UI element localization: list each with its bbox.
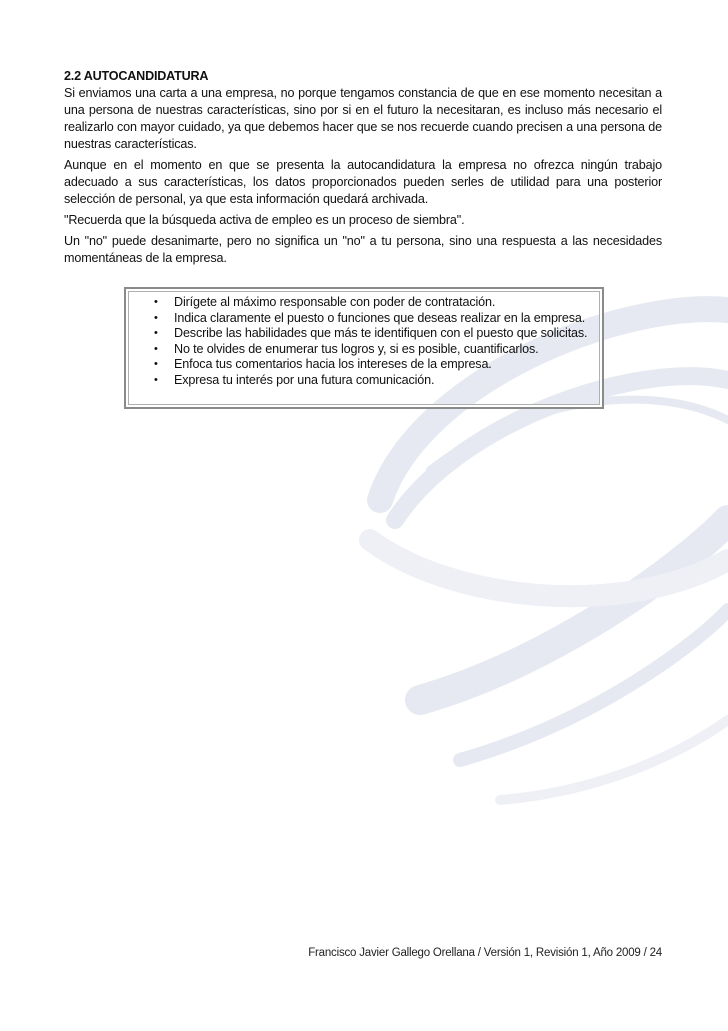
bullet-icon: • bbox=[154, 296, 158, 308]
tips-box bbox=[124, 287, 604, 409]
list-item-text: No te olvides de enumerar tus logros y, si es posible, cuantificarlos. bbox=[174, 341, 539, 356]
page-footer: Francisco Javier Gallego Orellana / Versión 1, Revisión 1, Año 2009 / 24 bbox=[308, 947, 662, 959]
list-item-text: Enfoca tus comentarios hacia los intereses de la empresa. bbox=[174, 357, 492, 371]
tips-list bbox=[126, 289, 602, 388]
section-heading: 2.2 AUTOCANDIDATURA bbox=[64, 69, 209, 83]
bullet-icon: • bbox=[154, 342, 158, 355]
list-item bbox=[154, 295, 602, 311]
list-item-text: Dirígete al máximo responsable con poder de contratación. bbox=[174, 295, 496, 309]
bullet-icon: • bbox=[154, 311, 158, 324]
bullet-icon: • bbox=[154, 358, 158, 370]
list-item bbox=[154, 326, 602, 342]
bullet-icon: • bbox=[154, 373, 158, 386]
list-item-text: Expresa tu interés por una futura comunicación. bbox=[174, 372, 435, 387]
bullet-icon: • bbox=[154, 327, 158, 339]
quote-paragraph: "Recuerda que la búsqueda activa de empleo es un proceso de siembra". bbox=[64, 213, 465, 227]
list-item bbox=[154, 342, 602, 358]
list-item-text: Indica claramente el puesto o funciones que deseas realizar en la empresa. bbox=[174, 310, 586, 325]
document-body bbox=[64, 68, 662, 271]
list-item bbox=[154, 373, 602, 389]
list-item-text: Describe las habilidades que más te identifiquen con el puesto que solicitas. bbox=[174, 326, 588, 340]
paragraph: Un "no" puede desanimarte, pero no significa un "no" a tu persona, sino una respuesta a las necesidades momentáneas de la empresa. bbox=[64, 234, 662, 265]
list-item bbox=[154, 357, 602, 373]
paragraph: Aunque en el momento en que se presenta la autocandidatura la empresa no ofrezca ningún trabajo adecuado a sus características, los datos proporcionados pueden serles de utilidad para una posterior selección de personal, ya que esta información quedará archivada. bbox=[64, 158, 662, 206]
paragraph: Si enviamos una carta a una empresa, no porque tengamos constancia de que en ese momento necesitan a una persona de nuestras características, sino por si en el futuro la necesitaran, es incluso más necesario el realizarlo con mayor cuidado, ya que debemos hacer que se nos recuerde cuando precisen a una persona de nuestras características. bbox=[64, 86, 662, 151]
list-item bbox=[154, 311, 602, 327]
